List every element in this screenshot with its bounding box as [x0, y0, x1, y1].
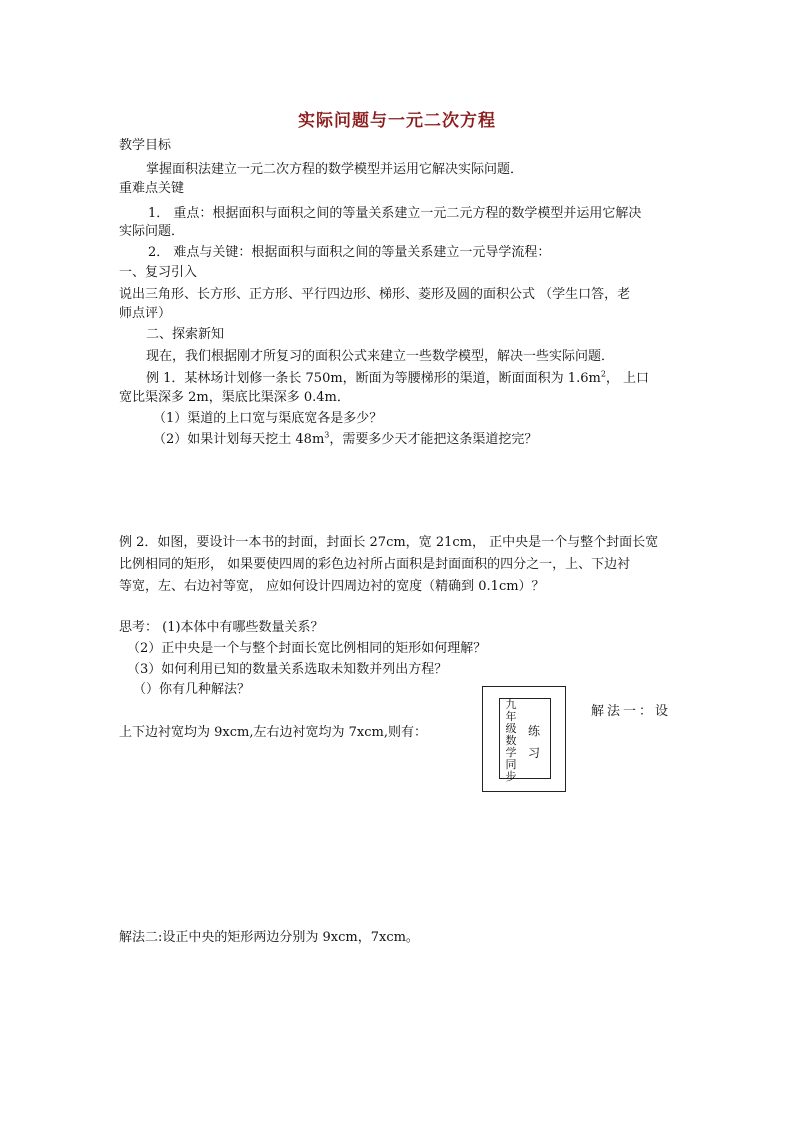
example1-question2-tail: ，需要多少天才能把这条渠道挖完？ — [329, 432, 538, 447]
thinking-question1: 思考： (1)本体中有哪些数量关系？ — [119, 620, 324, 635]
thinking-question3: （3）如何利用已知的数量关系选取未知数并列出方程？ — [127, 662, 448, 677]
book-cover-char-1: 练 — [528, 724, 541, 738]
thinking-question4: （）你有几种解法？ — [133, 682, 251, 697]
solution1-text: 上下边衬宽均为 9xcm,左右边衬宽均为 7xcm,则有： — [119, 725, 427, 740]
book-cover-vertical-text: 九年级数学同步 — [505, 698, 517, 783]
objectives-heading: 教学目标 — [119, 138, 172, 153]
example1-line2: 宽比渠深多 2m，渠底比渠深多 0.4m． — [119, 390, 350, 405]
example1-question2 — [153, 431, 537, 449]
document-title: 实际问题与一元二次方程 — [298, 111, 496, 131]
example1-superscript: 2 — [600, 369, 606, 379]
thinking-question2: （2）正中央是一个与整个封面长宽比例相同的矩形如何理解？ — [127, 641, 487, 656]
review-heading: 一、复习引入 — [119, 265, 198, 280]
key-points-heading: 重难点关键 — [119, 181, 185, 196]
example1-line1 — [146, 370, 649, 388]
example1-question2-text: （2）如果计划每天挖土 48m — [153, 432, 325, 447]
explore-intro: 现在，我们根据刚才所复习的面积公式来建立一些数学模型，解决一些实际问题． — [146, 349, 615, 364]
book-cover-char-2: 习 — [528, 746, 541, 760]
solution1-label: 解法一：设 — [591, 704, 672, 719]
explore-heading: 二、探索新知 — [146, 327, 225, 342]
review-line2: 师点评） — [119, 306, 172, 321]
example1-question2-superscript: 3 — [324, 430, 330, 440]
example1-line1-tail: ， 上口 — [605, 371, 650, 386]
example1-question1: （1）渠道的上口宽与渠底宽各是多少？ — [153, 411, 383, 426]
key-point-1-line1: 1． 重点：根据面积与面积之间的等量关系建立一元二元方程的数学模型并运用它解决 — [148, 206, 642, 221]
example2-line1: 例 2．如图，要设计一本书的封面，封面长 27cm，宽 21cm， 正中央是一个与整个封面长宽 — [119, 535, 659, 550]
key-point-2: 2． 难点与关键：根据面积与面积之间的等量关系建立一元导学流程： — [148, 245, 551, 260]
example2-line3: 等宽，左、右边衬等宽， 应如何设计四周边衬的宽度（精确到 0.1cm）？ — [119, 579, 545, 594]
review-line1: 说出三角形、长方形、正方形、平行四边形、梯形、菱形及圆的面积公式 （学生口答，老 — [119, 287, 631, 302]
example1-line1-text: 例 1．某林场计划修一条长 750m，断面为等腰梯形的渠道，断面面积为 1.6m — [146, 371, 601, 386]
objectives-text: 掌握面积法建立一元二次方程的数学模型并运用它解决实际问题． — [146, 162, 524, 177]
solution2-text: 解法二:设正中央的矩形两边分别为 9xcm，7xcm。 — [119, 930, 419, 945]
key-point-1-line2: 实际问题． — [119, 224, 185, 239]
example2-line2: 比例相同的矩形， 如果要使四周的彩色边衬所占面积是封面面积的四分之一，上、下边衬 — [119, 557, 631, 572]
